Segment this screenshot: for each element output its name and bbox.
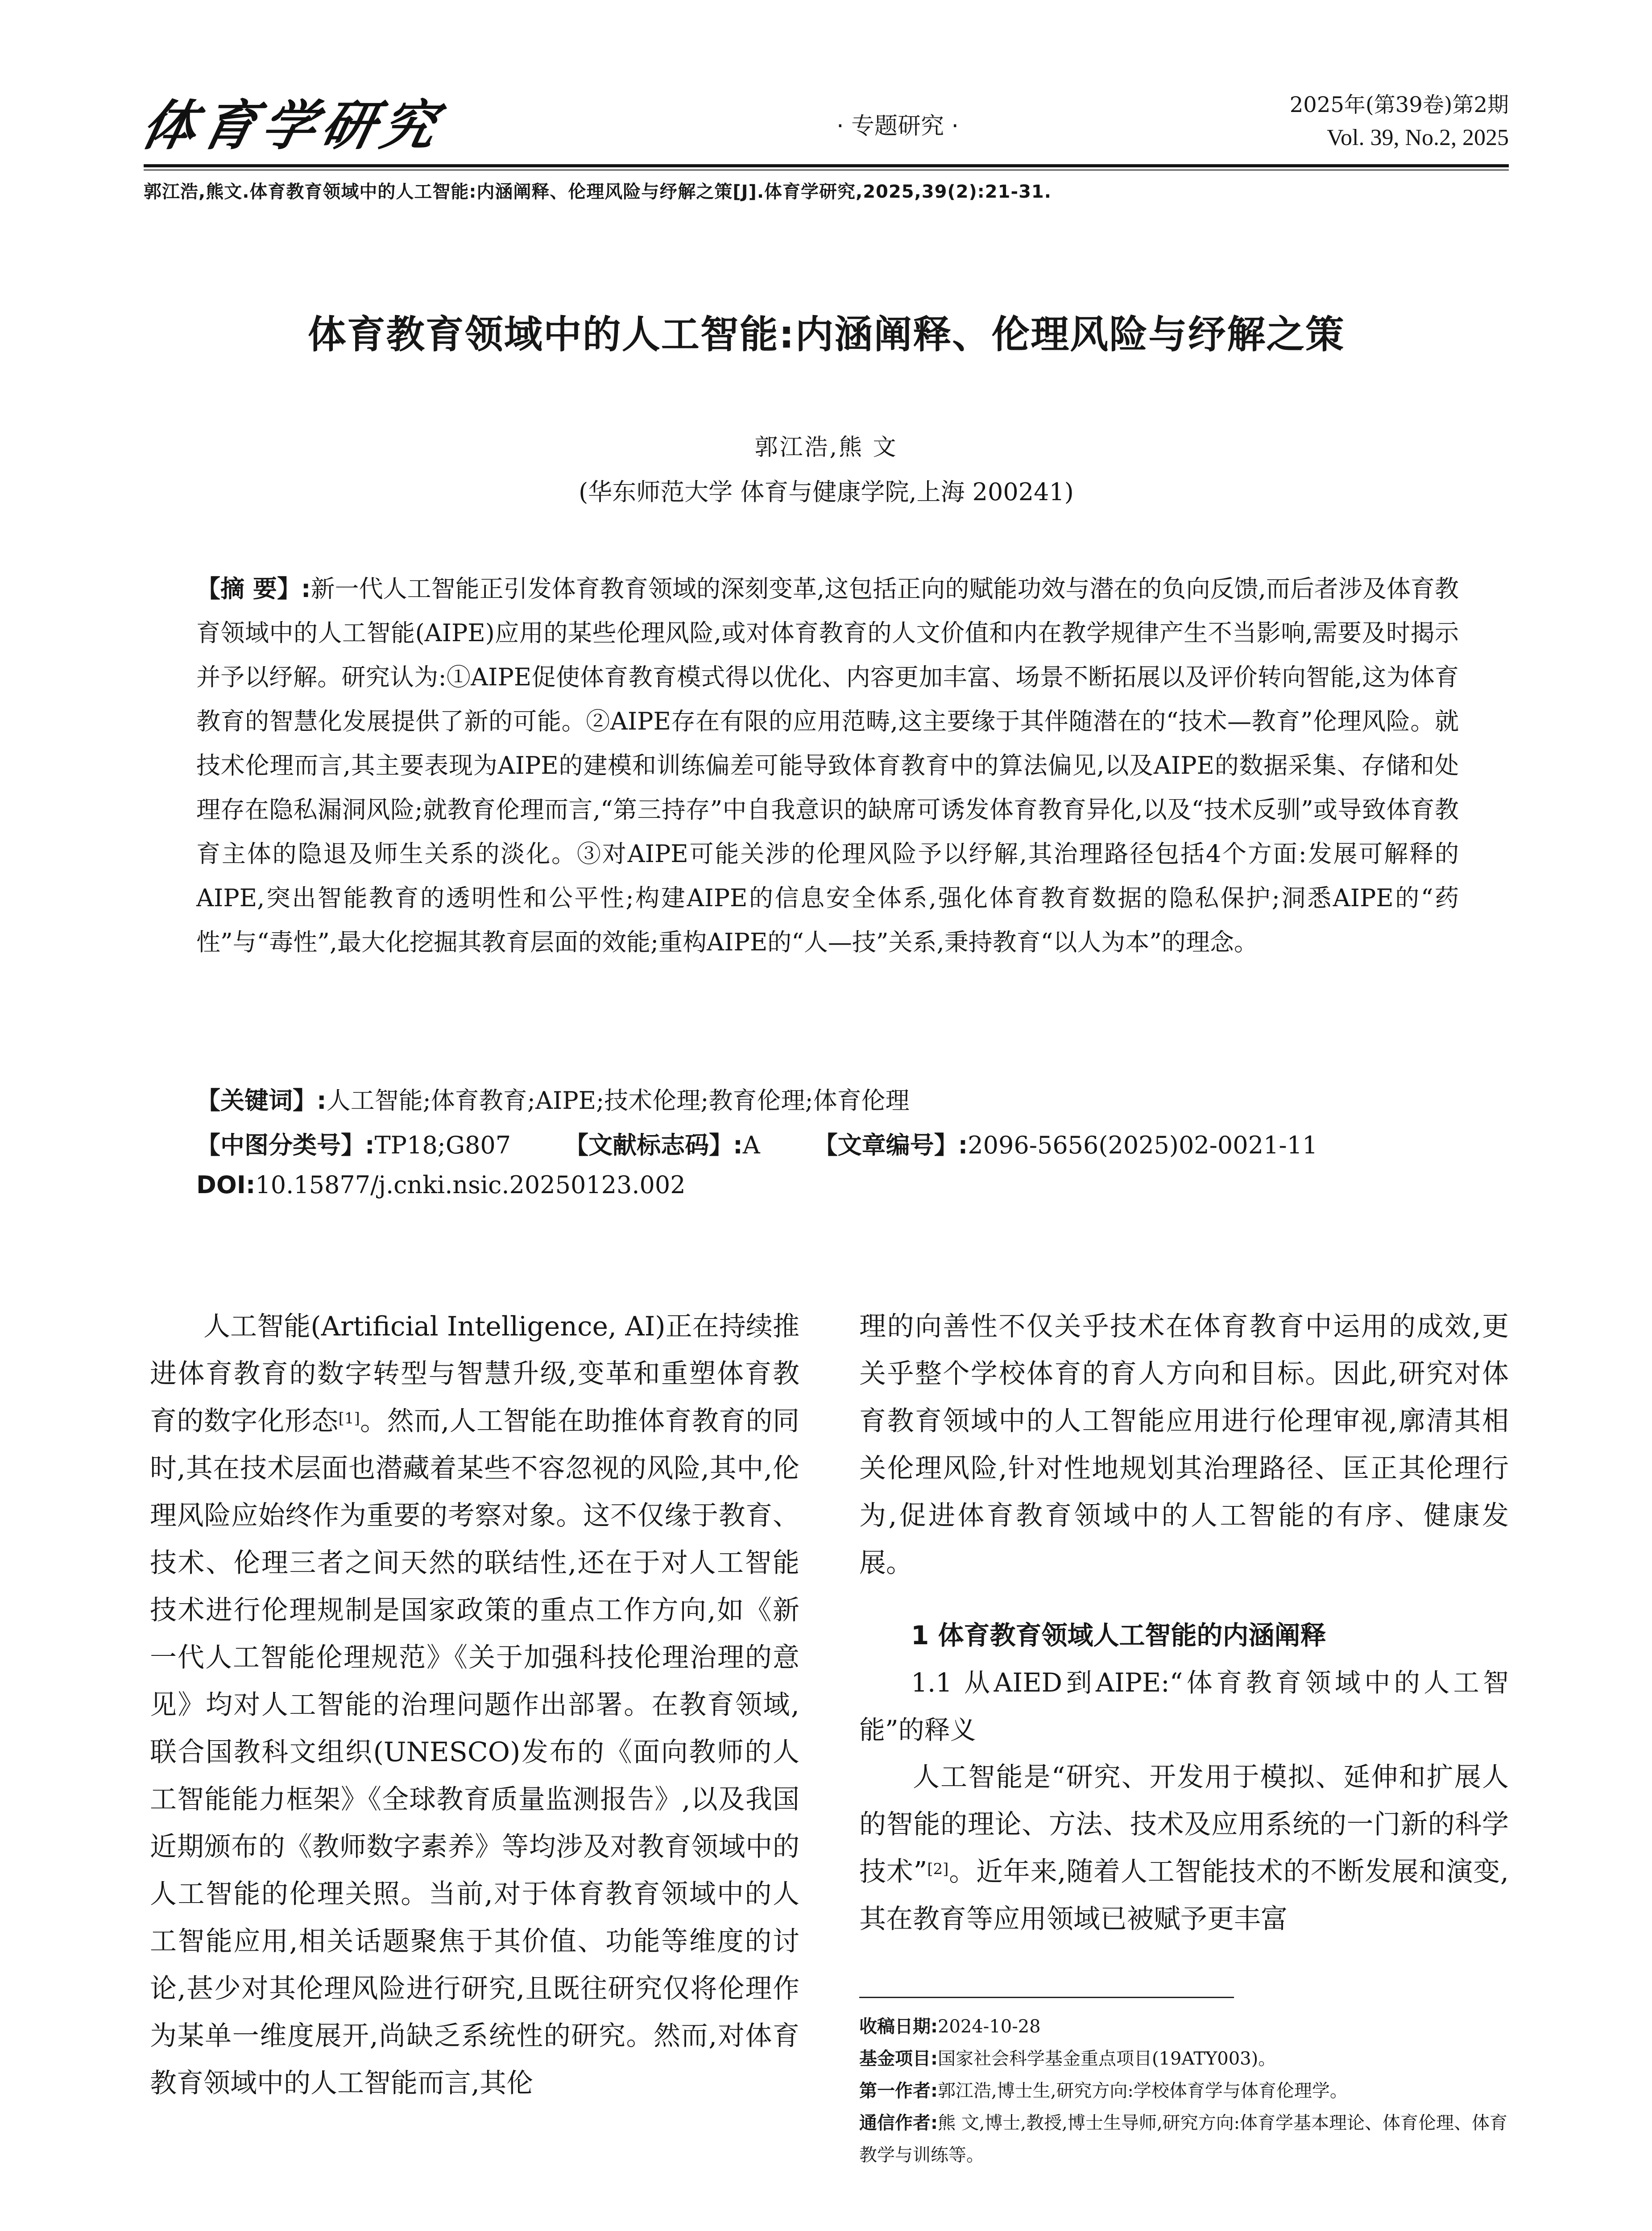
journal-logo: 体育学研究 <box>136 94 448 157</box>
article-title: 体育教育领域中的人工智能:内涵阐释、伦理风险与纾解之策 <box>307 312 1345 357</box>
fund-info <box>859 2043 1509 2075</box>
received-value: 2024-10-28 <box>938 2016 1041 2037</box>
first-author-label: 第一作者: <box>859 2081 938 2101</box>
abstract-label: 【摘 要】: <box>196 575 311 603</box>
keywords-label: 【关键词】: <box>196 1086 327 1115</box>
corresponding-label: 通信作者: <box>859 2113 938 2133</box>
body-text: 人工智能(Artificial Intelligence, AI)正在持续推进体育教育的数字转型与智慧升级,变革和重塑体育教育的数字化形态 <box>150 1311 799 1437</box>
corresponding-value: 熊 文,博士,教授,博士生导师,研究方向:体育学基本理论、体育伦理、体育教学与训练等。 <box>859 2113 1508 2165</box>
issue-en: Vol. 39, No.2, 2025 <box>1327 125 1509 150</box>
body-paragraph: 理的向善性不仅关乎技术在体育教育中运用的成效,更关乎整个学校体育的育人方向和目标。因此,研究对体育教育领域中的人工智能应用进行伦理审视,廓清其相关伦理风险,针对性地规划其治理路径、匡正其伦理行为,促进体育教育领域中的人工智能的有序、健康发展。 <box>859 1311 1509 1579</box>
column-tag: · 专题研究 · <box>836 113 959 140</box>
doi-label: DOI: <box>196 1171 256 1199</box>
reference-marker[interactable]: [1] <box>338 1410 360 1427</box>
keywords-text: 人工智能;体育教育;AIPE;技术伦理;教育伦理;体育伦理 <box>326 1086 910 1115</box>
first-author-info <box>859 2075 1509 2107</box>
header-rule <box>144 164 1509 167</box>
classification-line <box>196 1126 1459 1161</box>
masthead <box>136 79 1509 169</box>
keywords-line <box>196 1082 1459 1116</box>
body-paragraph <box>859 1754 1509 1943</box>
doc-code-value: A <box>742 1131 760 1159</box>
section-heading: 1 体育教育领域人工智能的内涵阐释 <box>911 1620 1326 1650</box>
body-text: 。然而,人工智能在助推体育教育的同时,其在技术层面也潜藏着某些不容忽视的风险,其中,伦理风险应始终作为重要的考察对象。这不仅缘于教育、技术、伦理三者之间天然的联结性,还在于对人工智能技术进行伦理规制是国家政策的重点工作方向,如《新一代人工智能伦理规范》《关于加强科技伦理治理的意见》均对人工智能的治理问题作出部署。在教育领域,联合国教科文组织(UNESCO)发布的《面向教师的人工智能能力框架》《全球教育质量监测报告》,以及我国近期颁布的《教师数字素养》等均涉及对教育领域中的人工智能的伦理关照。当前,对于体育教育领域中的人工智能应用,相关话题聚焦于其价值、功能等维度的讨论,甚少对其伦理风险进行研究,且既往研究仅将伦理作为某单一维度展开,尚缺乏系统性的研究。然而,对体育教育领域中的人工智能而言,其伦 <box>150 1406 800 2099</box>
authors: 郭江浩,熊 文 <box>754 434 898 461</box>
body-text: 。近年来,随着人工智能技术的不断发展和演变,其在教育等应用领域已被赋予更丰富 <box>859 1856 1509 1935</box>
doi-line <box>196 1171 1459 1199</box>
abstract <box>196 567 1459 964</box>
first-author-value: 郭江浩,博士生,研究方向:学校体育学与体育伦理学。 <box>938 2081 1348 2101</box>
reference-marker[interactable]: [2] <box>927 1860 949 1878</box>
footnote-rule <box>859 1997 1234 1998</box>
abstract-text: 新一代人工智能正引发体育教育领域的深刻变革,这包括正向的赋能功效与潜在的负向反馈,而后者涉及体育教育领域中的人工智能(AIPE)应用的某些伦理风险,或对体育教育的人文价值和内在教学规律产生不当影响,需要及时揭示并予以纾解。研究认为:①AIPE促使体育教育模式得以优化、内容更加丰富、场景不断拓展以及评价转向智能,这为体育教育的智慧化发展提供了新的可能。②AIPE存在有限的应用范畴,这主要缘于其伴随潜在的“技术—教育”伦理风险。就技术伦理而言,其主要表现为AIPE的建模和训练偏差可能导致体育教育中的算法偏见,以及AIPE的数据采集、存储和处理存在隐私漏洞风险;就教育伦理而言,“第三持存”中自我意识的缺席可诱发体育教育异化,以及“技术反驯”或导致体育教育主体的隐退及师生关系的淡化。③对AIPE可能关涉的伦理风险予以纾解,其治理路径包括4个方面:发展可解释的AIPE,突出智能教育的透明性和公平性;构建AIPE的信息安全体系,强化体育教育数据的隐私保护;洞悉AIPE的“药性”与“毒性”,最大化挖掘其教育层面的效能;重构AIPE的“人—技”关系,秉持教育“以人为本”的理念。 <box>196 575 1459 956</box>
citation-line: 郭江浩,熊文.体育教育领域中的人工智能:内涵阐释、伦理风险与纾解之策[J].体育学研究,2025,39(2):21-31. <box>144 182 1052 202</box>
fund-value: 国家社会科学基金重点项目(19ATY003)。 <box>938 2049 1276 2069</box>
doc-code-label: 【文献标志码】: <box>564 1131 743 1159</box>
fund-label: 基金项目: <box>859 2049 938 2069</box>
issue-cn: 2025年(第39卷)第2期 <box>1289 92 1509 117</box>
clc-label: 【中图分类号】: <box>196 1131 375 1159</box>
doi-value: 10.15877/j.cnki.nsic.20250123.002 <box>255 1171 686 1199</box>
issue-info <box>1290 88 1509 154</box>
received-date <box>859 2011 1509 2043</box>
corresponding-author-info <box>859 2107 1509 2171</box>
body-column-left <box>150 1303 799 2107</box>
body-paragraph <box>150 1303 799 2107</box>
body-text: 人工智能是“研究、开发用于模拟、延伸和扩展人的智能的理论、方法、技术及应用系统的一门新的科学技术” <box>859 1762 1509 1887</box>
received-label: 收稿日期: <box>859 2016 938 2037</box>
subsection-heading: 1.1 从AIED到AIPE:“体育教育领域中的人工智能”的释义 <box>859 1667 1509 1745</box>
affiliation: (华东师范大学 体育与健康学院,上海 200241) <box>579 478 1074 506</box>
article-number-value: 2096-5656(2025)02-0021-11 <box>968 1131 1318 1159</box>
body-column-right <box>859 1303 1509 1943</box>
article-number-label: 【文章编号】: <box>813 1131 968 1159</box>
clc-value: TP18;G807 <box>374 1131 511 1159</box>
footnotes <box>859 2011 1509 2171</box>
